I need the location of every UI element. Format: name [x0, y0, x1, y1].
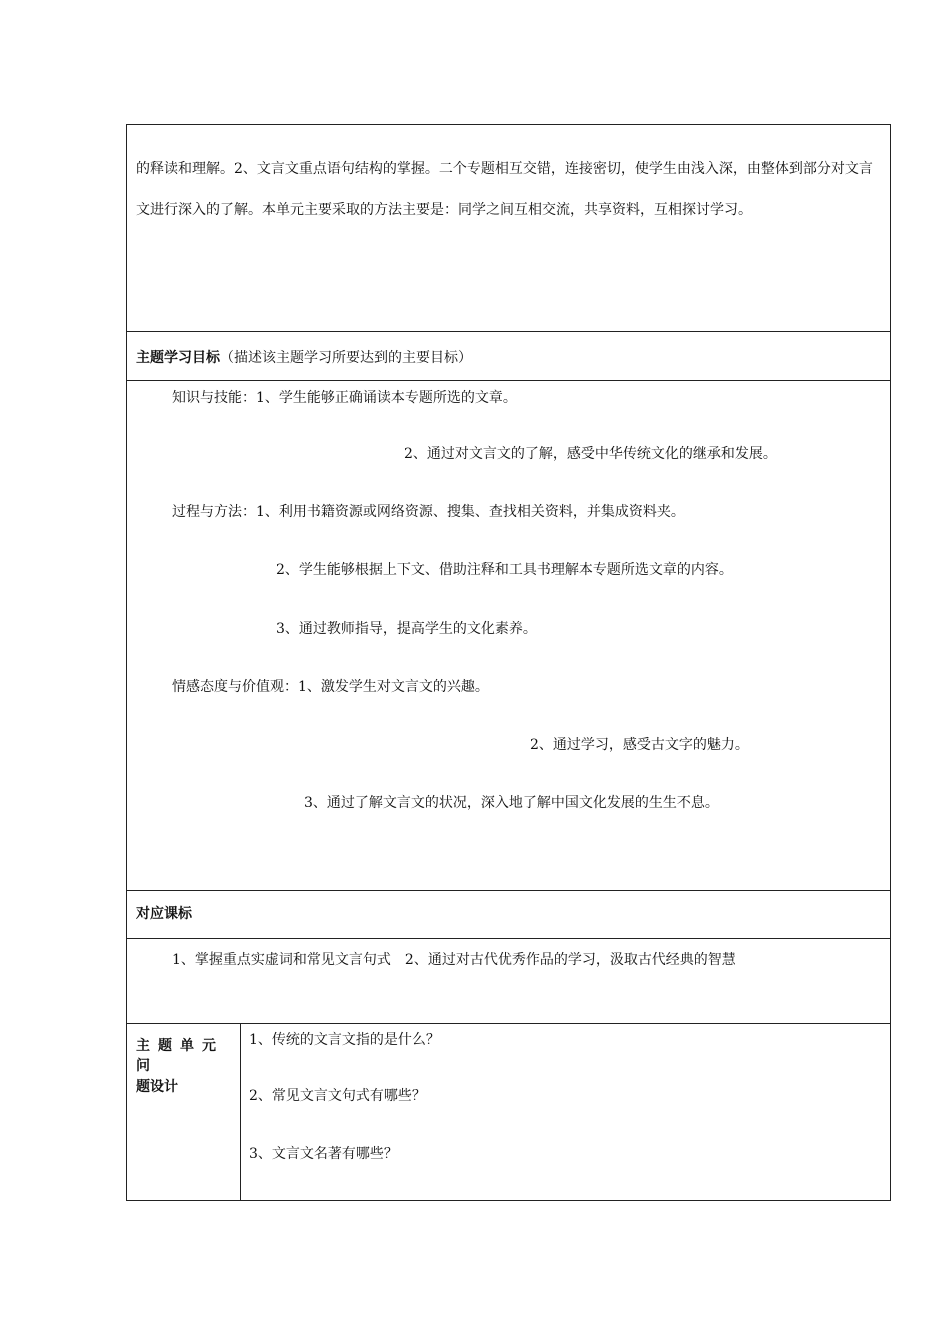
unit-question-item: 3、文言文名著有哪些？	[249, 1146, 398, 1162]
goals-heading-subtitle: （描述该主题学习所要达到的主要目标）	[220, 350, 472, 366]
goals-heading-title: 主题学习目标	[136, 350, 220, 366]
knowledge-goal-1: 知识与技能：1、学生能够正确诵读本专题所选的文章。	[172, 390, 517, 406]
unit-question-label-cell	[127, 1024, 241, 1200]
knowledge-goal-2: 2、通过对文言文的了解，感受中华传统文化的继承和发展。	[404, 446, 777, 462]
process-goal-3: 3、通过教师指导，提高学生的文化素养。	[276, 621, 537, 637]
standard-heading	[136, 903, 192, 923]
standard-heading-cell	[127, 890, 890, 938]
goals-cell	[127, 380, 890, 890]
emotion-goal-2: 2、通过学习，感受古文字的魅力。	[530, 737, 749, 753]
goals-heading-cell	[127, 331, 890, 380]
plan-table	[126, 124, 891, 1201]
intro-text: 的释读和理解。2、文言文重点语句结构的掌握。二个专题相互交错，连接密切，使学生由浅入深，由整体到部分对文言文进行深入的了解。本单元主要采取的方法主要是：同学之间互相交流，共享资料，互相探讨学习。	[136, 161, 873, 218]
unit-question-item: 2、常见文言文句式有哪些？	[249, 1088, 426, 1104]
goals-heading	[136, 347, 472, 367]
unit-question-item: 1、传统的文言文指的是什么？	[249, 1032, 440, 1048]
process-goal-2: 2、学生能够根据上下文、借助注释和工具书理解本专题所选文章的内容。	[276, 562, 733, 578]
emotion-goal-3: 3、通过了解文言文的状况，深入地了解中国文化发展的生生不息。	[304, 795, 719, 811]
intro-cell	[127, 125, 890, 331]
standard-heading-title: 对应课标	[136, 906, 192, 922]
unit-question-row	[127, 1023, 890, 1200]
unit-label-line-1: 主题单元问	[136, 1038, 224, 1074]
emotion-goal-1: 情感态度与价值观：1、激发学生对文言文的兴趣。	[172, 679, 489, 695]
standard-cell	[127, 938, 890, 1023]
process-goal-1: 过程与方法：1、利用书籍资源或网络资源、搜集、查找相关资料，并集成资料夹。	[172, 504, 685, 520]
unit-question-list	[241, 1024, 890, 1200]
unit-label-line-2: 题设计	[136, 1079, 178, 1095]
standard-text: 1、掌握重点实虚词和常见文言句式 2、通过对古代优秀作品的学习，汲取古代经典的智慧	[172, 952, 736, 968]
